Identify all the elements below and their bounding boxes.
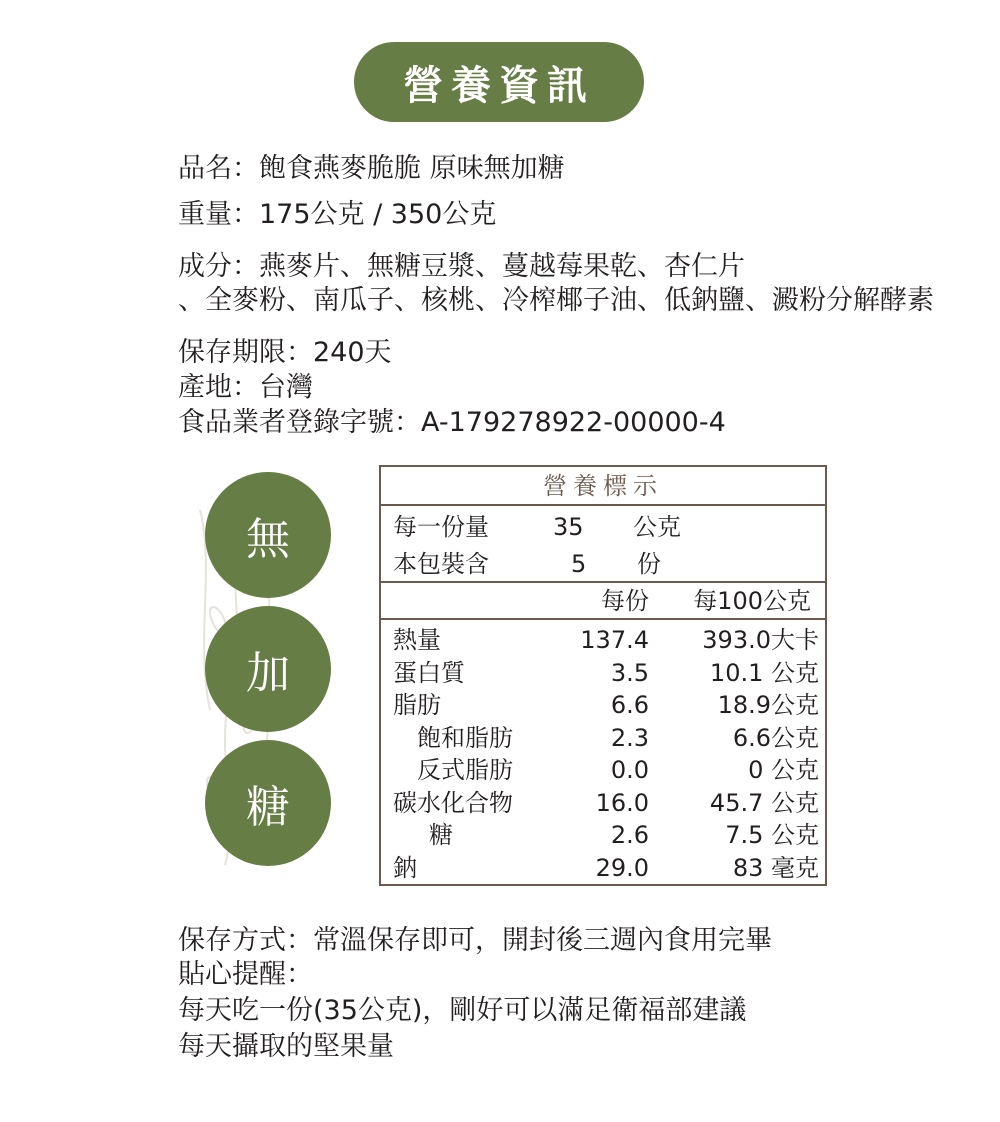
- nutrient-per-serving: 137.4: [580, 626, 649, 654]
- nutrient-name: 鈉: [393, 853, 417, 882]
- divider: [381, 504, 825, 506]
- nutrient-per-100g: 83 毫克: [732, 853, 819, 882]
- nutrient-name: 熱量: [393, 626, 441, 654]
- nutrient-name: 蛋白質: [393, 658, 465, 687]
- tip-line-1: 每天吃一份(35公克)，剛好可以滿足衛福部建議: [178, 995, 747, 1026]
- nutrient-per-100g: 6.6公克: [732, 723, 819, 752]
- nutrition-table: [379, 465, 827, 886]
- nutrient-per-100g: 18.9公克: [717, 691, 819, 719]
- serving-label: 每一份量: [393, 513, 489, 541]
- badge-sugar: 糖: [205, 740, 331, 866]
- nutrient-name: 反式脂肪: [417, 756, 513, 784]
- divider: [381, 618, 825, 620]
- page-title: 營養資訊: [354, 42, 644, 122]
- nutrient-per-100g: 45.7 公克: [709, 788, 819, 817]
- storage-method: 保存方式：常溫保存即可，開封後三週內食用完畢: [178, 925, 772, 956]
- package-value: 5: [571, 550, 587, 578]
- nutrient-per-100g: 393.0大卡: [702, 626, 819, 654]
- nutrient-per-serving: 16.0: [595, 788, 649, 817]
- nutrition-title: 營養標示: [543, 472, 663, 500]
- badge-no: 無: [205, 472, 331, 598]
- nutrient-name: 飽和脂肪: [417, 723, 513, 752]
- nutrient-per-serving: 2.6: [610, 821, 649, 849]
- product-name: 品名：飽食燕麥脆脆 原味無加糖: [178, 153, 565, 184]
- serving-value: 35: [553, 513, 584, 541]
- col-per-100g: 每100公克: [693, 587, 811, 615]
- nutrient-name: 脂肪: [393, 691, 441, 719]
- nutrient-name: 糖: [429, 821, 453, 849]
- nutrient-name: 碳水化合物: [393, 788, 513, 817]
- col-per-serving: 每份: [601, 587, 649, 615]
- origin: 產地：台灣: [178, 372, 313, 403]
- nutrient-per-serving: 0.0: [610, 756, 649, 784]
- nutrient-per-serving: 29.0: [595, 853, 649, 882]
- package-unit: 份: [637, 550, 661, 578]
- product-weight: 重量：175公克 / 350公克: [178, 199, 497, 230]
- shelf-life: 保存期限：240天: [178, 337, 392, 368]
- nutrient-per-serving: 2.3: [610, 723, 649, 752]
- serving-unit: 公克: [633, 513, 681, 541]
- registration-number: 食品業者登錄字號：A-179278922-00000-4: [178, 407, 726, 438]
- ingredients-line-1: 成分：燕麥片、無糖豆漿、蔓越莓果乾、杏仁片: [178, 251, 745, 282]
- divider: [381, 581, 825, 583]
- nutrient-per-100g: 10.1 公克: [709, 658, 819, 687]
- nutrient-per-serving: 3.5: [610, 658, 649, 687]
- nutrient-per-100g: 0 公克: [748, 756, 819, 784]
- tip-label: 貼心提醒：: [178, 959, 313, 990]
- badge-add: 加: [205, 606, 331, 732]
- package-label: 本包裝含: [393, 550, 489, 578]
- ingredients-line-2: 、全麥粉、南瓜子、核桃、冷榨椰子油、低鈉鹽、澱粉分解酵素: [178, 285, 934, 316]
- tip-line-2: 每天攝取的堅果量: [178, 1031, 394, 1062]
- nutrient-per-serving: 6.6: [610, 691, 649, 719]
- nutrient-per-100g: 7.5 公克: [725, 821, 819, 849]
